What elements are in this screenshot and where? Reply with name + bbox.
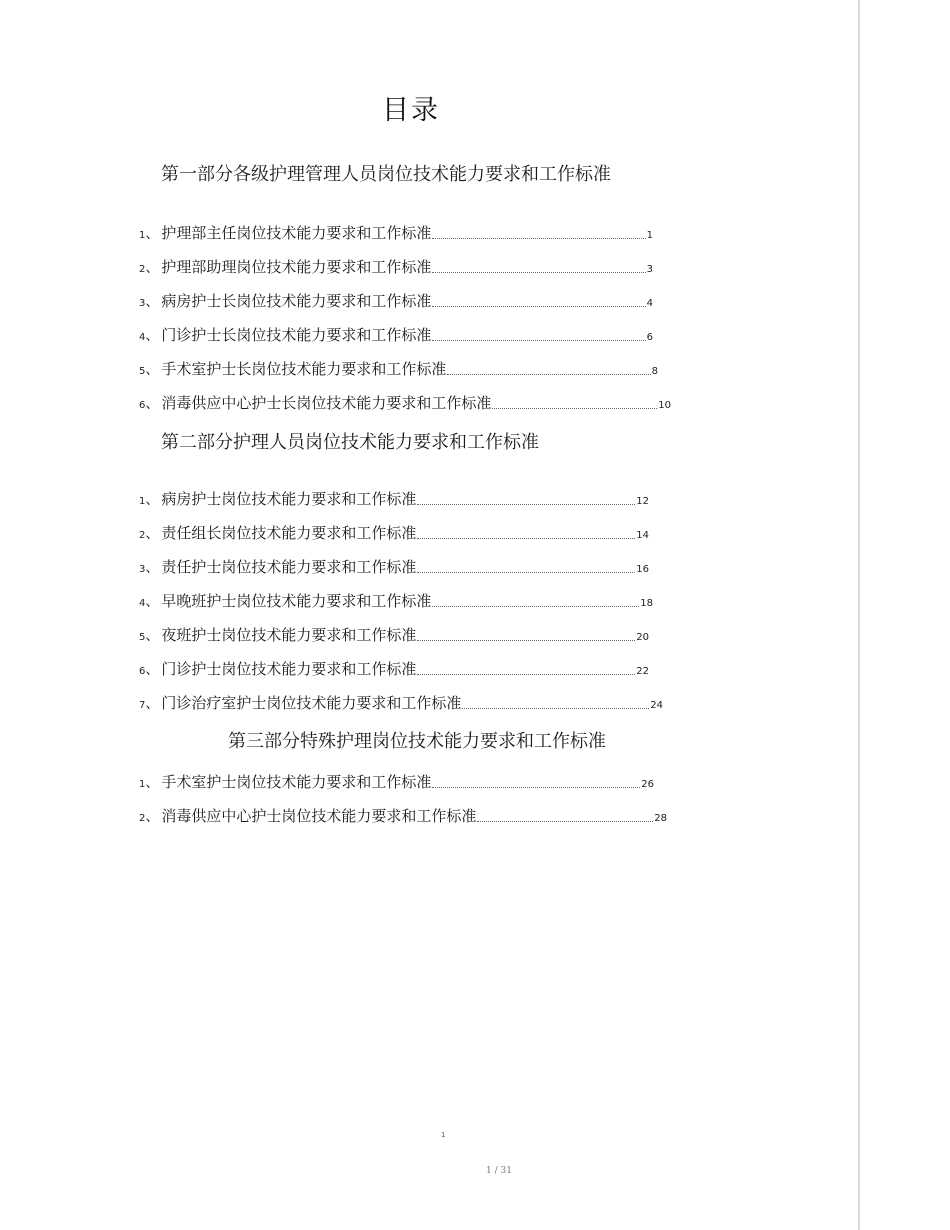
- entry-number: 7: [139, 700, 146, 711]
- dot-leader: [447, 374, 650, 375]
- dot-leader: [432, 606, 639, 607]
- entry-separator: 、: [145, 328, 160, 344]
- entry-separator: 、: [145, 809, 160, 825]
- entry-label: 门诊护士长岗位技术能力要求和工作标准: [161, 326, 432, 344]
- entry-label: 消毒供应中心护士长岗位技术能力要求和工作标准: [161, 394, 492, 412]
- entry-separator: 、: [145, 260, 160, 276]
- entry-separator: 、: [145, 492, 160, 508]
- entry-number: 4: [139, 332, 146, 343]
- toc-entry[interactable]: [139, 290, 653, 312]
- entry-number: 1: [139, 496, 146, 507]
- toc-entry[interactable]: [139, 522, 649, 544]
- entry-page-number: 24: [650, 700, 663, 711]
- entry-number: 2: [139, 530, 146, 541]
- entry-label: 消毒供应中心护士岗位技术能力要求和工作标准: [161, 807, 477, 825]
- entry-page-number: 26: [641, 779, 654, 790]
- dot-leader: [477, 821, 653, 822]
- entry-label: 护理部助理岗位技术能力要求和工作标准: [161, 258, 432, 276]
- toc-title: 目录: [382, 95, 440, 126]
- toc-entry[interactable]: [139, 324, 653, 346]
- footnote-mark: 1: [441, 1131, 446, 1139]
- dot-leader: [432, 306, 645, 307]
- entry-page-number: 28: [654, 813, 667, 824]
- entry-number: 1: [139, 230, 146, 241]
- toc-entry[interactable]: [139, 556, 649, 578]
- dot-leader: [417, 640, 635, 641]
- entry-separator: 、: [145, 226, 160, 242]
- entry-label: 责任组长岗位技术能力要求和工作标准: [161, 524, 417, 542]
- entry-number: 6: [139, 400, 146, 411]
- entry-separator: 、: [145, 775, 160, 791]
- dot-leader: [462, 708, 649, 709]
- dot-leader: [432, 272, 645, 273]
- entry-label: 门诊治疗室护士岗位技术能力要求和工作标准: [161, 694, 462, 712]
- entry-number: 5: [139, 632, 146, 643]
- dot-leader: [417, 538, 635, 539]
- entry-label: 门诊护士岗位技术能力要求和工作标准: [161, 660, 417, 678]
- toc-entry[interactable]: [139, 658, 649, 680]
- entry-label: 责任护士岗位技术能力要求和工作标准: [161, 558, 417, 576]
- toc-entry[interactable]: [139, 392, 671, 414]
- dot-leader: [432, 340, 645, 341]
- entry-page-number: 20: [636, 632, 649, 643]
- entry-page-number: 4: [646, 298, 653, 309]
- entry-label: 手术室护士长岗位技术能力要求和工作标准: [161, 360, 447, 378]
- entry-label: 护理部主任岗位技术能力要求和工作标准: [161, 224, 432, 242]
- entry-number: 1: [139, 779, 146, 790]
- entry-separator: 、: [145, 594, 160, 610]
- entry-separator: 、: [145, 662, 160, 678]
- entry-separator: 、: [145, 362, 160, 378]
- toc-entry[interactable]: [139, 624, 649, 646]
- dot-leader: [417, 572, 635, 573]
- entry-label: 病房护士长岗位技术能力要求和工作标准: [161, 292, 432, 310]
- toc-entry[interactable]: [139, 256, 653, 278]
- entry-number: 2: [139, 813, 146, 824]
- dot-leader: [432, 238, 645, 239]
- toc-entry[interactable]: [139, 358, 658, 380]
- entry-label: 病房护士岗位技术能力要求和工作标准: [161, 490, 417, 508]
- entry-page-number: 18: [640, 598, 653, 609]
- entry-page-number: 3: [646, 264, 653, 275]
- entry-separator: 、: [145, 294, 160, 310]
- entry-label: 夜班护士岗位技术能力要求和工作标准: [161, 626, 417, 644]
- entry-page-number: 22: [636, 666, 649, 677]
- entry-page-number: 14: [636, 530, 649, 541]
- entry-separator: 、: [145, 396, 160, 412]
- entry-page-number: 12: [636, 496, 649, 507]
- page-counter: 1 / 31: [486, 1166, 512, 1176]
- entry-label: 手术室护士岗位技术能力要求和工作标准: [161, 773, 432, 791]
- entry-page-number: 8: [651, 366, 658, 377]
- entry-number: 3: [139, 298, 146, 309]
- toc-entry[interactable]: [139, 692, 663, 714]
- section-heading-part-1: 第一部分各级护理管理人员岗位技术能力要求和工作标准: [161, 164, 611, 185]
- entry-label: 早晚班护士岗位技术能力要求和工作标准: [161, 592, 432, 610]
- entry-page-number: 10: [658, 400, 671, 411]
- dot-leader: [417, 674, 635, 675]
- section-heading-part-3: 第三部分特殊护理岗位技术能力要求和工作标准: [228, 731, 606, 752]
- entry-separator: 、: [145, 628, 160, 644]
- entry-number: 5: [139, 366, 146, 377]
- entry-number: 6: [139, 666, 146, 677]
- viewer-gutter: [860, 0, 950, 1230]
- entry-page-number: 16: [636, 564, 649, 575]
- section-heading-part-2: 第二部分护理人员岗位技术能力要求和工作标准: [161, 432, 539, 453]
- entry-separator: 、: [145, 526, 160, 542]
- entry-page-number: 6: [646, 332, 653, 343]
- toc-entry[interactable]: [139, 488, 649, 510]
- entry-number: 4: [139, 598, 146, 609]
- entry-number: 3: [139, 564, 146, 575]
- toc-entry[interactable]: [139, 805, 667, 827]
- entry-separator: 、: [145, 696, 160, 712]
- dot-leader: [432, 787, 640, 788]
- entry-separator: 、: [145, 560, 160, 576]
- entry-page-number: 1: [646, 230, 653, 241]
- toc-entry[interactable]: [139, 771, 654, 793]
- dot-leader: [492, 408, 657, 409]
- dot-leader: [417, 504, 635, 505]
- toc-entry[interactable]: [139, 590, 653, 612]
- toc-entry[interactable]: [139, 222, 653, 244]
- entry-number: 2: [139, 264, 146, 275]
